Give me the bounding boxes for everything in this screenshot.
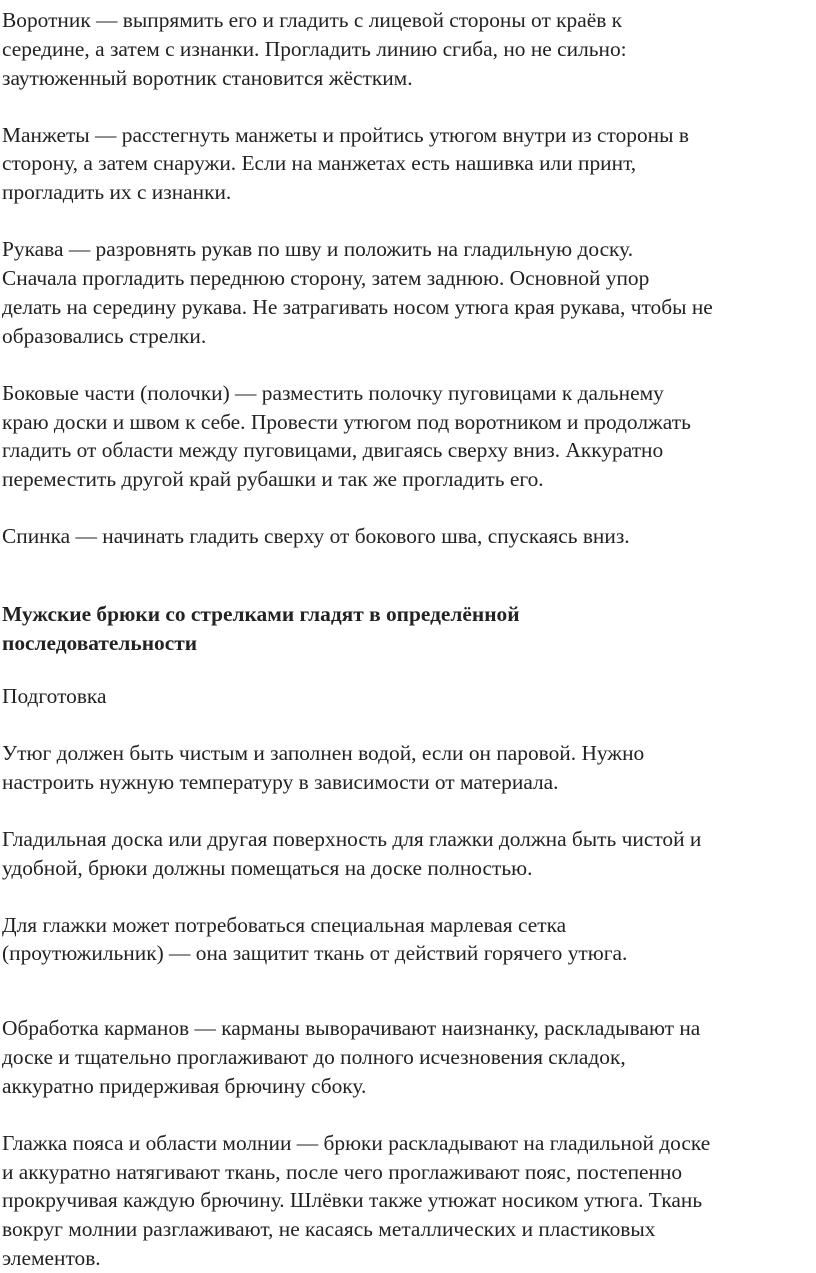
- paragraph-sides: Боковые части (полочки) — разместить полочку пуговицами к дальнему краю доски и швом к себе. Провести утюгом под воротником и продолжать гладить от области между пуговицами, двигаясь сверху вниз. Аккуратно переместить другой край рубашки и так же прогладить его.: [2, 380, 691, 492]
- paragraph-back: Спинка — начинать гладить сверху от бокового шва, спускаясь вниз.: [2, 524, 630, 549]
- paragraph-sleeves: Рукава — разровнять рукав по шву и положить на гладильную доску. Сначала прогладить переднюю сторону, затем заднюю. Основной упор делать на середину рукава. Не затрагивать носом утюга края рукава, чтобы не образовались стрелки.: [2, 237, 713, 348]
- paragraph-board: Гладильная доска или другая поверхность для глажки должна быть чистой и удобной, брюки должны помещаться на доске полностью.: [2, 826, 702, 880]
- paragraph-pockets: Обработка карманов — карманы выворачивают наизнанку, раскладывают на доске и тщательно проглаживают до полного исчезновения складок, аккуратно придерживая брючину сбоку.: [2, 1016, 701, 1098]
- paragraph-collar: Воротник — выпрямить его и гладить с лицевой стороны от краёв к середине, а затем с изнанки. Прогладить линию сгиба, но не сильно: заутюженный воротник становится жёстким.: [2, 8, 627, 90]
- paragraph-waist: Глажка пояса и области молнии — брюки раскладывают на гладильной доске и аккуратно натягивают ткань, после чего проглаживают пояс, постепенно прокручивая каждую брючину. Шлёвки также утюжат носиком утюга. Ткань вокруг молнии разглаживают, не касаясь металлических и пластиковых элементов.: [2, 1130, 711, 1271]
- paragraph-iron: Утюг должен быть чистым и заполнен водой, если он паровой. Нужно настроить нужную температуру в зависимости от материала.: [2, 740, 645, 794]
- paragraph-preparation: Подготовка: [2, 683, 107, 708]
- section-heading: Мужские брюки со стрелками гладят в определённой последовательности: [2, 602, 520, 655]
- paragraph-cuffs: Манжеты — расстегнуть манжеты и пройтись утюгом внутри из стороны в сторону, а затем снаружи. Если на манжетах есть нашивка или принт, прогладить их с изнанки.: [2, 122, 689, 205]
- paragraph-mesh: Для глажки может потребоваться специальная марлевая сетка (проутюжильник) — она защитит ткань от действий горячего утюга.: [2, 912, 628, 966]
